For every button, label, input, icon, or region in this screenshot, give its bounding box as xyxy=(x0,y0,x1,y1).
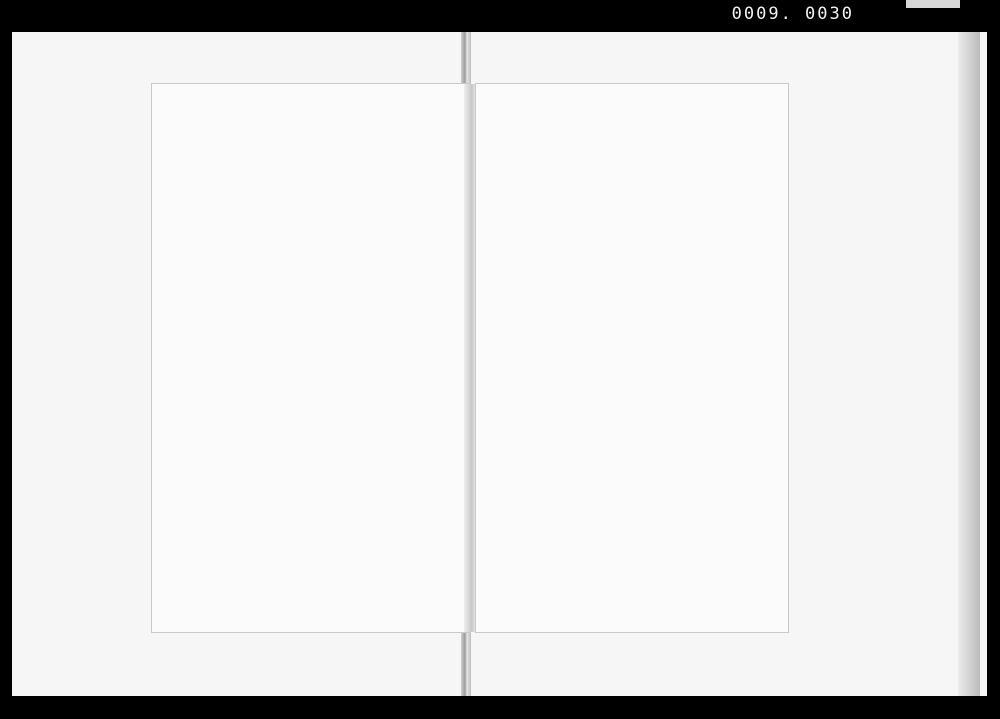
left-page xyxy=(152,84,470,632)
text-column xyxy=(439,102,458,614)
open-book xyxy=(152,84,788,632)
right-page xyxy=(476,84,788,632)
frame-number: 0009. 0030 xyxy=(731,4,854,24)
text-column xyxy=(649,102,670,614)
right-page-text xyxy=(486,102,774,614)
text-column xyxy=(319,102,338,614)
text-column xyxy=(604,102,625,614)
blank-column xyxy=(764,102,774,614)
annotation-column xyxy=(361,102,374,614)
text-column xyxy=(164,102,183,614)
text-column xyxy=(558,102,579,614)
text-column xyxy=(581,102,602,614)
text-column xyxy=(277,102,296,614)
text-column xyxy=(672,102,693,614)
annotation-column xyxy=(541,102,555,614)
text-column xyxy=(397,102,416,614)
text-column xyxy=(298,102,317,614)
text-column xyxy=(718,102,739,614)
annotation-column xyxy=(200,102,213,614)
text-column xyxy=(376,102,395,614)
text-column xyxy=(626,102,647,614)
left-page-text xyxy=(164,102,458,614)
text-column xyxy=(257,102,276,614)
film-edge-tab xyxy=(906,0,960,8)
text-column xyxy=(486,102,507,614)
annotation-column xyxy=(185,102,198,614)
text-column xyxy=(236,102,255,614)
text-column xyxy=(215,102,234,614)
annotation-column xyxy=(525,102,539,614)
text-column xyxy=(695,102,716,614)
text-column xyxy=(340,102,359,614)
annotation-column xyxy=(509,102,523,614)
sheet-edge-shadow xyxy=(958,32,980,696)
text-column xyxy=(741,102,762,614)
text-column xyxy=(418,102,437,614)
